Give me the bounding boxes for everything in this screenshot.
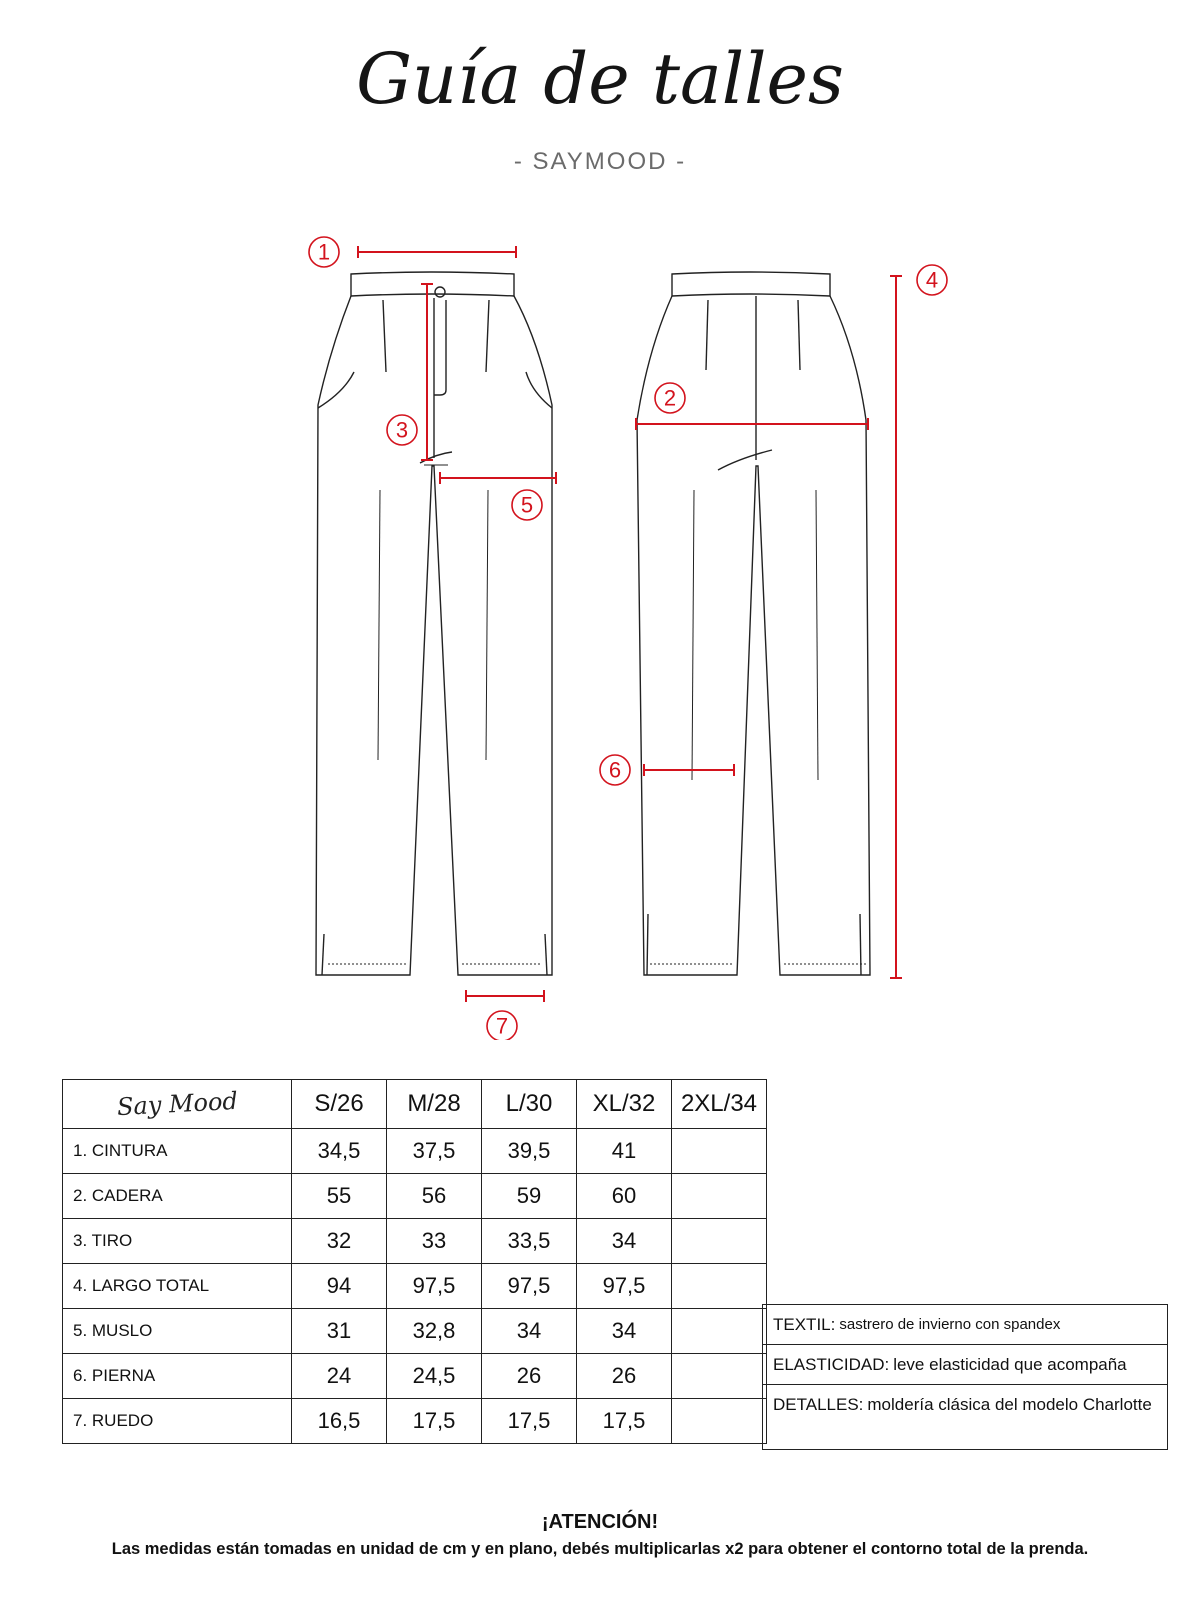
marker-3-label: 3 bbox=[395, 417, 409, 443]
measure-label: 2. CADERA bbox=[63, 1174, 292, 1219]
textil-value: sastrero de invierno con spandex bbox=[839, 1316, 1061, 1333]
measure-value: 33 bbox=[387, 1219, 482, 1264]
measure-label: 6. PIERNA bbox=[63, 1354, 292, 1399]
fabric-row-detalles bbox=[763, 1385, 1167, 1447]
size-header-row bbox=[63, 1080, 767, 1129]
elasticidad-label: ELASTICIDAD: bbox=[773, 1354, 890, 1374]
measure-value: 17,5 bbox=[387, 1399, 482, 1444]
measure-value: 56 bbox=[387, 1174, 482, 1219]
measure-value bbox=[672, 1264, 767, 1309]
measure-value bbox=[672, 1354, 767, 1399]
marker-2 bbox=[655, 383, 685, 413]
measure-value: 37,5 bbox=[387, 1129, 482, 1174]
measure-value: 26 bbox=[577, 1354, 672, 1399]
table-row bbox=[63, 1219, 767, 1264]
fabric-row-elasticidad bbox=[763, 1345, 1167, 1385]
table-row bbox=[63, 1399, 767, 1444]
table-row bbox=[63, 1129, 767, 1174]
measure-label: 5. MUSLO bbox=[63, 1309, 292, 1354]
measure-line-ruedo bbox=[466, 990, 544, 1002]
measure-label: 4. LARGO TOTAL bbox=[63, 1264, 292, 1309]
measure-value: 24 bbox=[292, 1354, 387, 1399]
textil-label: TEXTIL: bbox=[773, 1314, 836, 1334]
fabric-row-textil bbox=[763, 1305, 1167, 1345]
measure-value: 59 bbox=[482, 1174, 577, 1219]
measure-label: 1. CINTURA bbox=[63, 1129, 292, 1174]
brand-logo bbox=[63, 1080, 292, 1129]
measure-line-cadera bbox=[636, 418, 868, 430]
measure-value: 17,5 bbox=[577, 1399, 672, 1444]
marker-2-label: 2 bbox=[663, 385, 677, 411]
measure-value: 60 bbox=[577, 1174, 672, 1219]
marker-7-label: 7 bbox=[495, 1013, 509, 1039]
size-header: S/26 bbox=[292, 1080, 387, 1129]
pants-back-view bbox=[637, 272, 870, 975]
detalles-value: moldería clásica del modelo Charlotte bbox=[867, 1395, 1152, 1414]
marker-6 bbox=[600, 755, 630, 785]
fabric-info-box bbox=[762, 1304, 1168, 1450]
table-row bbox=[63, 1354, 767, 1399]
measure-value: 34,5 bbox=[292, 1129, 387, 1174]
measure-value: 55 bbox=[292, 1174, 387, 1219]
marker-5-label: 5 bbox=[520, 492, 534, 518]
size-header: XL/32 bbox=[577, 1080, 672, 1129]
measure-value bbox=[672, 1174, 767, 1219]
measure-value: 34 bbox=[577, 1219, 672, 1264]
measure-value: 39,5 bbox=[482, 1129, 577, 1174]
marker-3 bbox=[387, 415, 417, 445]
marker-6-label: 6 bbox=[608, 757, 622, 783]
measure-value: 34 bbox=[577, 1309, 672, 1354]
attention-text: Las medidas están tomadas en unidad de cm y en plano, debés multiplicarlas x2 para obtener el contorno total de la prenda. bbox=[111, 1540, 1089, 1558]
measure-value: 32,8 bbox=[387, 1309, 482, 1354]
logo-signature: Say Mood bbox=[115, 1086, 239, 1121]
size-table bbox=[62, 1079, 767, 1444]
measure-value: 97,5 bbox=[387, 1264, 482, 1309]
measure-value: 94 bbox=[292, 1264, 387, 1309]
measure-value: 24,5 bbox=[387, 1354, 482, 1399]
measurement-lines bbox=[358, 246, 902, 1002]
marker-7 bbox=[487, 1011, 517, 1040]
measure-value: 17,5 bbox=[482, 1399, 577, 1444]
size-header: M/28 bbox=[387, 1080, 482, 1129]
measure-value: 33,5 bbox=[482, 1219, 577, 1264]
measure-line-pierna bbox=[644, 764, 734, 776]
attention-title: ¡ATENCIÓN! bbox=[541, 1511, 659, 1533]
measure-label: 7. RUEDO bbox=[63, 1399, 292, 1444]
table-row bbox=[63, 1174, 767, 1219]
marker-1-label: 1 bbox=[317, 239, 331, 265]
size-header: L/30 bbox=[482, 1080, 577, 1129]
marker-1 bbox=[309, 237, 339, 267]
marker-5 bbox=[512, 490, 542, 520]
measure-value: 16,5 bbox=[292, 1399, 387, 1444]
measure-value: 32 bbox=[292, 1219, 387, 1264]
detalles-label: DETALLES: bbox=[773, 1395, 864, 1414]
page-title: Guía de talles bbox=[356, 38, 844, 120]
marker-4-label: 4 bbox=[925, 267, 939, 293]
elasticidad-value: leve elasticidad que acompaña bbox=[893, 1354, 1127, 1374]
brand-name: - SAYMOOD - bbox=[513, 148, 687, 175]
measure-value bbox=[672, 1309, 767, 1354]
measure-line-largo-total bbox=[890, 276, 902, 978]
measure-line-cintura bbox=[358, 246, 516, 258]
pants-front-view bbox=[316, 272, 552, 975]
measure-label: 3. TIRO bbox=[63, 1219, 292, 1264]
measurement-markers bbox=[309, 237, 947, 1040]
size-header: 2XL/34 bbox=[672, 1080, 767, 1129]
marker-4 bbox=[917, 265, 947, 295]
measure-value: 34 bbox=[482, 1309, 577, 1354]
measure-value bbox=[672, 1129, 767, 1174]
measure-line-muslo bbox=[440, 472, 556, 484]
measure-value: 97,5 bbox=[577, 1264, 672, 1309]
measure-value: 97,5 bbox=[482, 1264, 577, 1309]
measure-value: 26 bbox=[482, 1354, 577, 1399]
measure-value: 41 bbox=[577, 1129, 672, 1174]
table-row bbox=[63, 1309, 767, 1354]
measure-value: 31 bbox=[292, 1309, 387, 1354]
measure-line-tiro bbox=[421, 284, 433, 460]
measure-value bbox=[672, 1219, 767, 1264]
measure-value bbox=[672, 1399, 767, 1444]
table-row bbox=[63, 1264, 767, 1309]
pants-diagram bbox=[0, 210, 1200, 1040]
